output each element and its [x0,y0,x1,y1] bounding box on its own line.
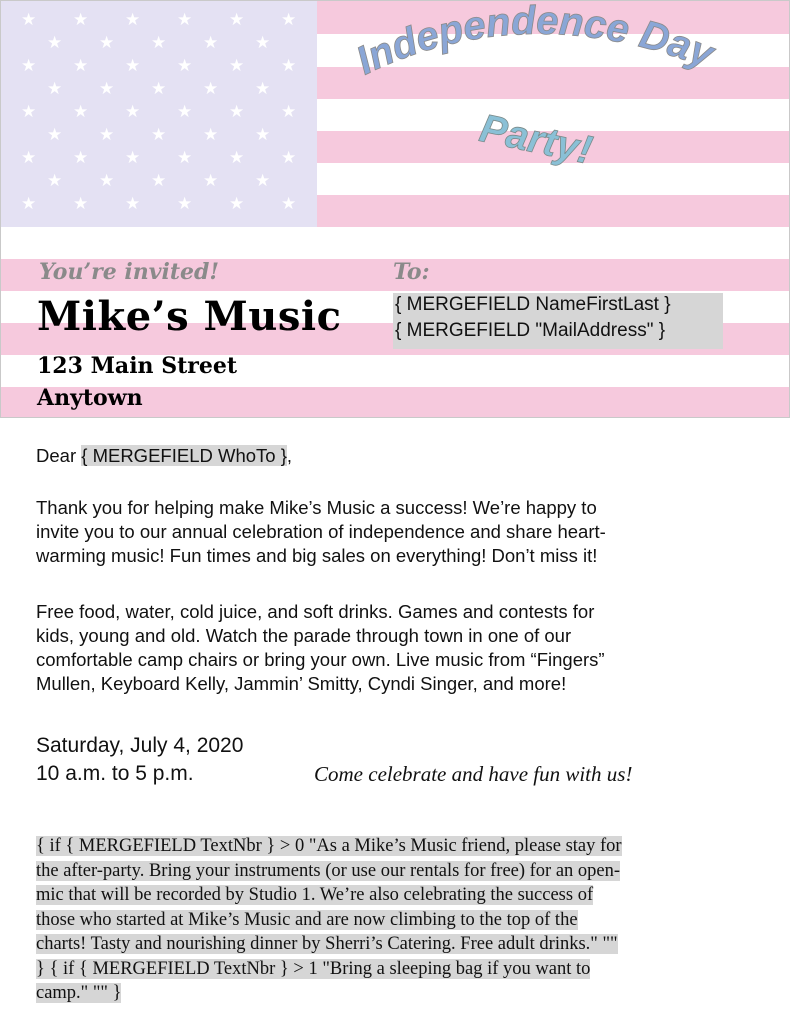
star-icon: ★ [203,171,219,190]
star-icon: ★ [255,125,271,144]
merge-field-address[interactable]: { MERGEFIELD "MailAddress" } [395,320,666,341]
paragraph-line: Thank you for helping make Mike’s Music a success! We’re happy to [36,497,597,518]
star-icon: ★ [125,148,141,167]
star-icon: ★ [99,125,115,144]
salutation [36,444,292,468]
star-icon: ★ [73,56,89,75]
paragraph-line: comfortable camp chairs or bring your own. Live music from “Fingers” [36,649,605,670]
star-icon: ★ [99,33,115,52]
paragraph-line: invite you to our annual celebration of independence and share heart- [36,521,606,542]
street-address: 123 Main Street [37,353,237,379]
conditional-field-code[interactable] [36,834,754,1006]
field-code-line: charts! Tasty and nourishing dinner by Sherri’s Catering. Free adult drinks." "" [36,934,618,954]
paragraph-line: Mullen, Keyboard Kelly, Jammin’ Smitty, Cyndi Singer, and more! [36,673,567,694]
star-icon: ★ [177,194,193,213]
star-icon: ★ [281,194,297,213]
field-code-line: } { if { MERGEFIELD TextNbr } > 1 "Bring a sleeping bag if you want to [36,958,591,979]
star-icon: ★ [99,171,115,190]
event-date: Saturday, July 4, 2020 [36,734,244,757]
star-icon: ★ [125,102,141,121]
star-icon: ★ [177,102,193,121]
star-icon: ★ [255,33,271,52]
star-icon: ★ [21,10,37,29]
star-icon: ★ [229,10,245,29]
merge-field-whoto[interactable]: { MERGEFIELD WhoTo } [81,445,287,466]
star-icon: ★ [99,79,115,98]
star-icon: ★ [125,56,141,75]
merge-field-name[interactable]: { MERGEFIELD NameFirstLast } [395,294,671,315]
star-icon: ★ [73,194,89,213]
paragraph-line: warming music! Fun times and big sales on everything! Don’t miss it! [36,545,598,566]
tagline: Come celebrate and have fun with us! [314,762,633,786]
to-label: To: [393,259,430,285]
star-icon: ★ [281,102,297,121]
star-icon: ★ [151,33,167,52]
star-icon: ★ [73,148,89,167]
field-code-line: those who started at Mike’s Music and are now climbing to the top of the [36,909,578,930]
star-icon: ★ [21,148,37,167]
field-code-line: camp." "" } [36,983,122,1003]
star-icon: ★ [151,125,167,144]
star-icon: ★ [177,148,193,167]
star-icon: ★ [203,79,219,98]
star-icon: ★ [125,10,141,29]
star-icon: ★ [151,79,167,98]
star-icon: ★ [255,171,271,190]
paragraph-line: Free food, water, cold juice, and soft drinks. Games and contests for [36,601,595,622]
title-line-2: Party! [476,106,597,173]
business-name: Mike’s Music [37,293,342,340]
star-icon: ★ [21,56,37,75]
star-icon: ★ [229,102,245,121]
star-icon: ★ [21,102,37,121]
flag-banner [0,0,790,418]
star-icon: ★ [47,79,63,98]
star-icon: ★ [73,102,89,121]
star-icon: ★ [281,10,297,29]
star-icon: ★ [255,79,271,98]
star-icon: ★ [203,125,219,144]
star-icon: ★ [47,171,63,190]
star-icon: ★ [281,56,297,75]
flag-canton [1,1,317,227]
star-icon: ★ [281,148,297,167]
field-code-line: { if { MERGEFIELD TextNbr } > 0 "As a Mike’s Music friend, please stay for [36,836,622,856]
star-icon: ★ [47,125,63,144]
event-time: 10 a.m. to 5 p.m. [36,762,194,785]
invited-label: You’re invited! [39,259,220,285]
paragraph-thank-you [36,496,606,568]
field-code-line: mic that will be recorded by Studio 1. We’re also celebrating the success of [36,885,594,905]
star-icon: ★ [229,56,245,75]
star-icon: ★ [203,33,219,52]
star-icon: ★ [177,10,193,29]
star-icon: ★ [73,10,89,29]
star-icon: ★ [125,194,141,213]
star-icon: ★ [47,33,63,52]
star-icon: ★ [151,171,167,190]
star-icon: ★ [21,194,37,213]
title-line-1: Independence Day [349,1,720,84]
salutation-prefix: Dear [36,445,82,466]
paragraph-event-details [36,600,605,696]
star-icon: ★ [177,56,193,75]
field-code-line: the after-party. Bring your instruments (or use our rentals for free) for an open- [36,860,621,881]
star-icon: ★ [229,148,245,167]
town-name: Anytown [37,385,143,411]
star-icon: ★ [229,194,245,213]
salutation-suffix: , [286,445,293,466]
party-title [317,1,790,227]
paragraph-line: kids, young and old. Watch the parade through town in one of our [36,625,572,646]
